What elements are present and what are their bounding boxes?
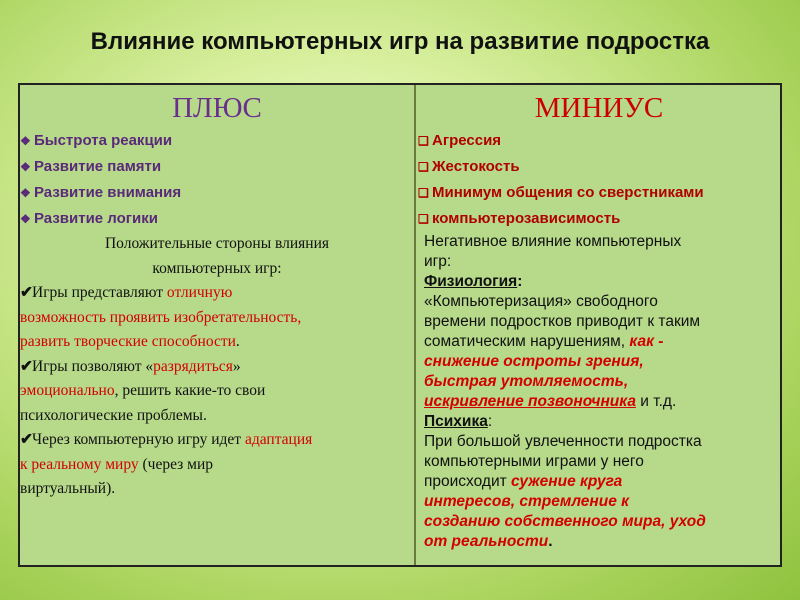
minus-bullet: ❑ Минимум общения со сверстниками [418, 180, 780, 206]
diamond-bullet-icon: ❖ [20, 212, 31, 226]
plus-point-3: ✔Через компьютерную игру идет адаптация [20, 428, 414, 453]
square-bullet-icon: ❑ [418, 212, 429, 226]
diamond-bullet-icon: ❖ [20, 186, 31, 200]
minus-bullet: ❑ компьютерозависимость [418, 206, 780, 232]
square-bullet-icon: ❑ [418, 186, 429, 200]
diamond-bullet-icon: ❖ [20, 160, 31, 174]
plus-point-2: ✔Игры позволяют «разрядиться» [20, 355, 414, 380]
comparison-table [18, 83, 782, 567]
minus-header: МИНИУС [534, 92, 664, 124]
plus-header: ПЛЮС [172, 92, 262, 124]
square-bullet-icon: ❑ [418, 134, 429, 148]
checkmark-icon: ✔ [20, 357, 33, 375]
checkmark-icon: ✔ [20, 431, 33, 448]
physiology-section: Физиология: [424, 273, 523, 290]
slide-title: Влияние компьютерных игр на развитие подростка [90, 28, 710, 55]
psyche-section: Психика: [424, 413, 493, 430]
column-divider [414, 85, 416, 565]
minus-bullet: ❑ Жестокость [418, 154, 780, 180]
plus-subheading: Положительные стороны влияния [104, 235, 330, 252]
plus-bullet: ❖ Развитие памяти [20, 154, 414, 180]
plus-description: Положительные стороны влияния компьютерных игр: ✔Игры представляют отличную возможность проявить изобретательность, развить творческие способности. ✔Игры позволяют «разрядиться» эмоционально, решить какие-то свои психологические проблемы. ✔Через компьютерную игру идет адаптация к реальному миру (через мир виртуальный). [20, 232, 414, 502]
diamond-bullet-icon: ❖ [20, 134, 31, 148]
plus-column [20, 85, 414, 502]
minus-description: Негативное влияние компьютерных игр: Физиология: «Компьютеризация» свободного времени подростков приводит к таким соматическим нарушениям, как - снижение остроты зрения, быстрая утомляемость, искривление позвоночника и т.д. Психика: При большой увлеченности подростка компьютерными играми у него происходит сужение круга интересов, стремление к созданию собственного мира, уход от реальности. [418, 232, 780, 552]
plus-bullet: ❖ Развитие внимания [20, 180, 414, 206]
plus-bullet: ❖ Быстрота реакции [20, 128, 414, 154]
plus-bullet: ❖ Развитие логики [20, 206, 414, 232]
minus-bullet: ❑ Агрессия [418, 128, 780, 154]
checkmark-icon: ✔ [20, 284, 33, 301]
minus-column [418, 85, 780, 552]
square-bullet-icon: ❑ [418, 160, 429, 174]
plus-point-1: ✔Игры представляют отличную [20, 281, 414, 306]
